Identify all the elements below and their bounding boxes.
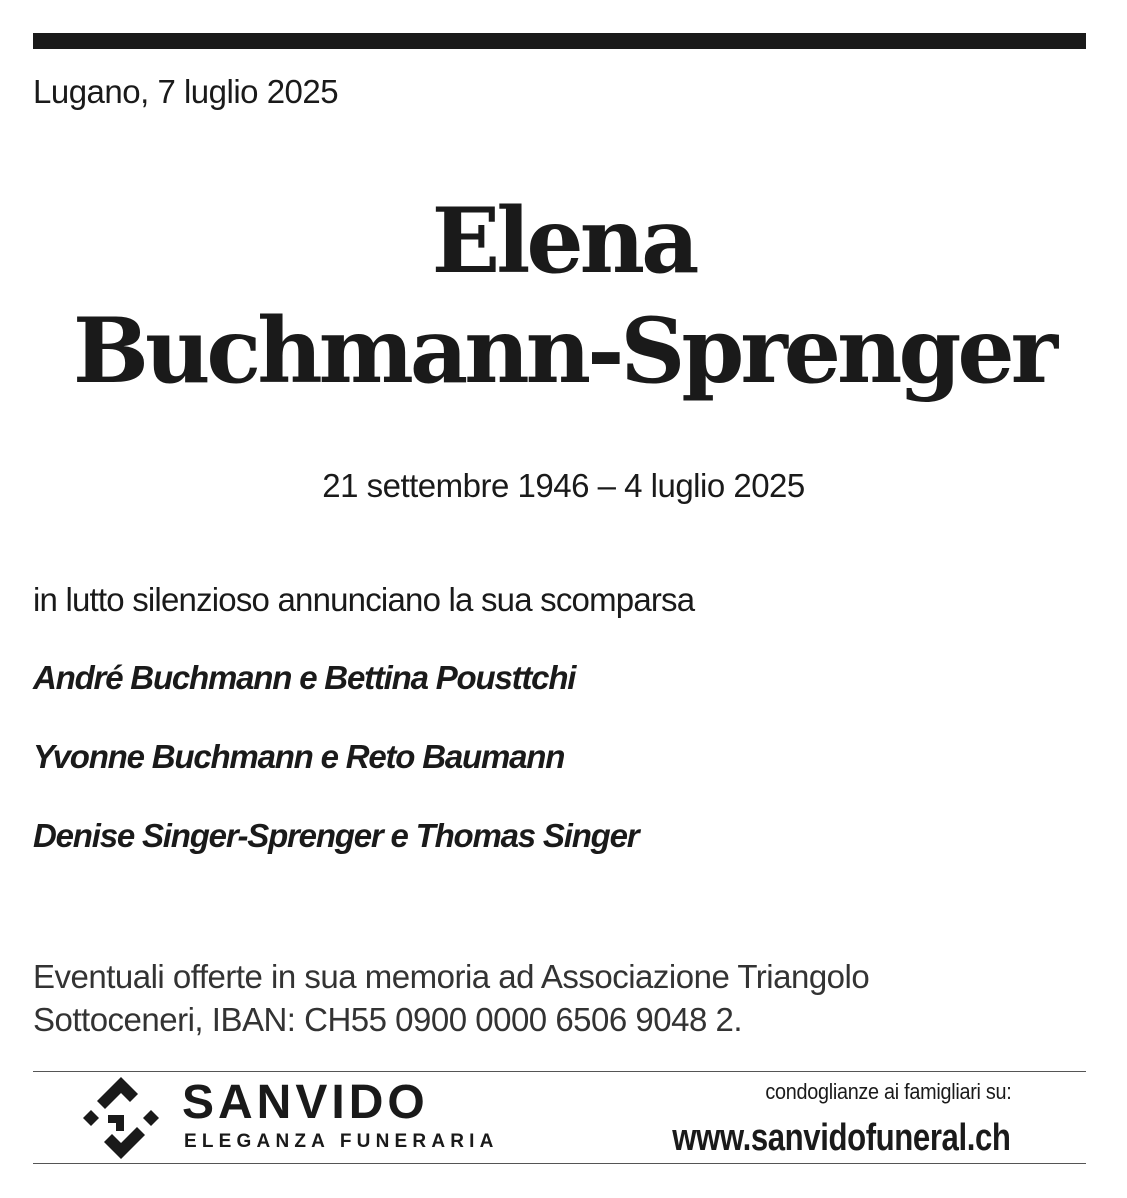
mourners-list <box>33 658 638 895</box>
mourner-item: André Buchmann e Bettina Pousttchi <box>33 659 576 696</box>
mourner-item: Yvonne Buchmann e Reto Baumann <box>33 738 565 775</box>
condolence-note: condoglianze ai famigliari su: <box>764 1079 1011 1104</box>
condolence-website-link[interactable]: www.sanvidofuneral.ch <box>672 1117 1011 1159</box>
footer-bottom-rule <box>33 1163 1086 1164</box>
deceased-last-name: Buchmann-Sprenger <box>72 298 1055 404</box>
top-rule <box>33 33 1086 49</box>
footer-top-rule <box>33 1071 1086 1072</box>
mourner-item: Denise Singer-Sprenger e Thomas Singer <box>33 817 639 854</box>
place-date: Lugano, 7 luglio 2025 <box>33 73 339 110</box>
brand-tagline: ELEGANZA FUNERARIA <box>184 1131 499 1152</box>
sanvido-logo <box>80 1077 500 1157</box>
donation-line: Sottoceneri, IBAN: CH55 0900 0000 6506 9048 2. <box>33 1001 743 1038</box>
deceased-first-name: Elena <box>431 188 696 294</box>
donation-line: Eventuali offerte in sua memoria ad Associazione Triangolo <box>33 958 870 995</box>
deceased-name <box>0 186 1127 406</box>
announcement-intro: in lutto silenzioso annunciano la sua scomparsa <box>33 581 695 618</box>
donation-notice <box>33 955 1093 1041</box>
diamond-arrows-logo-icon <box>80 1077 162 1159</box>
brand-name: SANVIDO <box>182 1076 429 1129</box>
life-dates: 21 settembre 1946 – 4 luglio 2025 <box>322 467 805 504</box>
